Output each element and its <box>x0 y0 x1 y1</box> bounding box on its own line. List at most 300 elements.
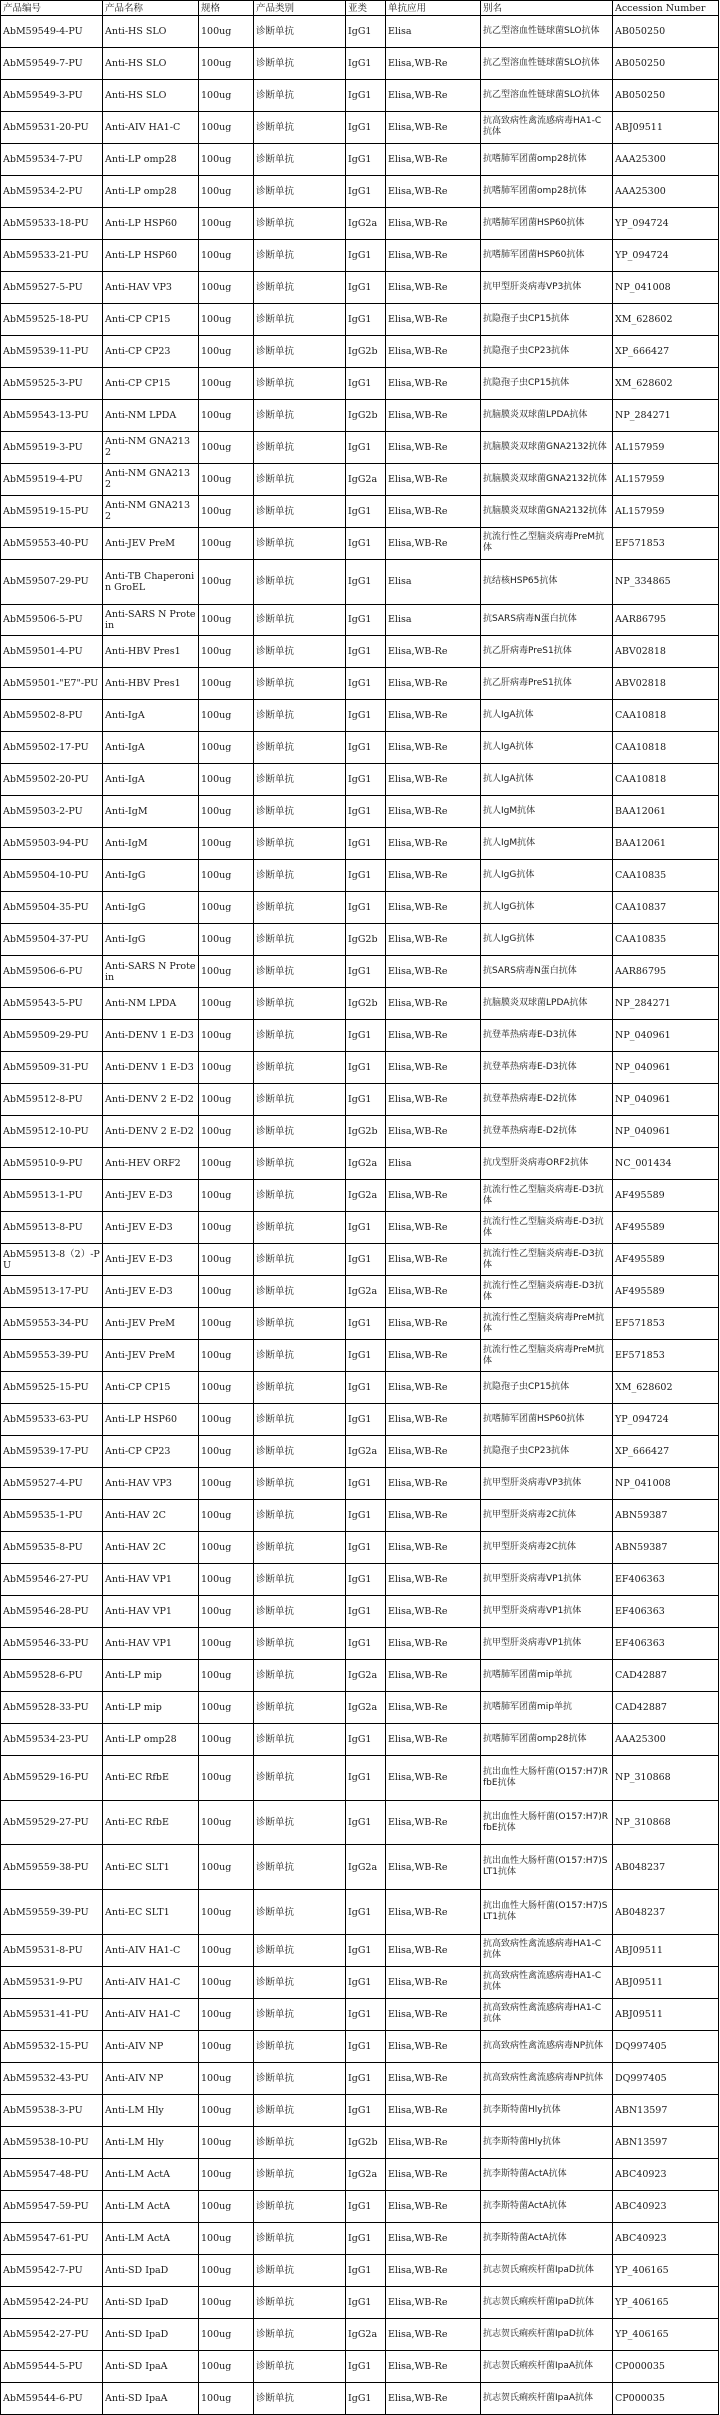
accession-cell: AB050250 <box>613 47 719 79</box>
spec-cell: 100ug <box>199 1966 254 1998</box>
subclass-cell: IgG1 <box>346 2062 386 2094</box>
accession-cell: ABC40923 <box>613 2222 719 2254</box>
spec-cell: 100ug <box>199 1845 254 1890</box>
table-body <box>1 16 719 2415</box>
spec-cell: 100ug <box>199 303 254 335</box>
product-name-cell: Anti-AIV HA1-C <box>103 1935 199 1967</box>
product-name-cell: Anti-LM ActA <box>103 2222 199 2254</box>
category-cell: 诊断单抗 <box>254 1564 346 1596</box>
subclass-cell: IgG1 <box>346 1532 386 1564</box>
alias-cell: 抗嗜肺军团菌omp28抗体 <box>481 175 613 207</box>
product-name-cell: Anti-SD IpaD <box>103 2286 199 2318</box>
alias-cell: 抗嗜肺军团菌HSP60抗体 <box>481 1404 613 1436</box>
alias-cell: 抗脑膜炎双球菌LPDA抗体 <box>481 399 613 431</box>
product-name-cell: Anti-EC SLT1 <box>103 1845 199 1890</box>
spec-cell: 100ug <box>199 1755 254 1800</box>
product-id-cell: AbM59534-2-PU <box>1 175 103 207</box>
alias-cell: 抗嗜肺军团菌omp28抗体 <box>481 143 613 175</box>
category-cell: 诊断单抗 <box>254 700 346 732</box>
spec-cell: 100ug <box>199 892 254 924</box>
product-id-cell: AbM59512-8-PU <box>1 1084 103 1116</box>
spec-cell: 100ug <box>199 1308 254 1340</box>
accession-cell: BAA12061 <box>613 828 719 860</box>
spec-cell: 100ug <box>199 860 254 892</box>
accession-cell: ABC40923 <box>613 2158 719 2190</box>
accession-cell: CAA10837 <box>613 892 719 924</box>
application-cell: Elisa,WB-Re <box>386 1659 481 1691</box>
product-id-cell: AbM59535-8-PU <box>1 1532 103 1564</box>
alias-cell: 抗甲型肝炎病毒2C抗体 <box>481 1532 613 1564</box>
category-cell: 诊断单抗 <box>254 207 346 239</box>
table-row <box>1 668 719 700</box>
subclass-cell: IgG1 <box>346 1052 386 1084</box>
application-cell: Elisa,WB-Re <box>386 239 481 271</box>
product-name-cell: Anti-SD IpaD <box>103 2254 199 2286</box>
table-row <box>1 636 719 668</box>
category-cell: 诊断单抗 <box>254 1723 346 1755</box>
application-cell: Elisa,WB-Re <box>386 2286 481 2318</box>
alias-cell: 抗隐孢子虫CP23抗体 <box>481 335 613 367</box>
product-id-cell: AbM59513-1-PU <box>1 1180 103 1212</box>
table-row <box>1 1308 719 1340</box>
application-cell: Elisa,WB-Re <box>386 1276 481 1308</box>
product-name-cell: Anti-DENV 2 E-D2 <box>103 1116 199 1148</box>
alias-cell: 抗高致病性禽流感病毒HA1-C抗体 <box>481 1966 613 1998</box>
product-id-cell: AbM59531-41-PU <box>1 1998 103 2030</box>
spec-cell: 100ug <box>199 1116 254 1148</box>
spec-cell: 100ug <box>199 431 254 463</box>
spec-cell: 100ug <box>199 1372 254 1404</box>
category-cell: 诊断单抗 <box>254 892 346 924</box>
accession-cell: ABJ09511 <box>613 1935 719 1967</box>
subclass-cell: IgG1 <box>346 79 386 111</box>
subclass-cell: IgG1 <box>346 860 386 892</box>
product-id-cell: AbM59535-1-PU <box>1 1500 103 1532</box>
product-id-cell: AbM59546-27-PU <box>1 1564 103 1596</box>
application-cell: Elisa,WB-Re <box>386 1628 481 1660</box>
spec-cell: 100ug <box>199 2382 254 2414</box>
subclass-cell: IgG1 <box>346 1596 386 1628</box>
product-name-cell: Anti-HAV VP1 <box>103 1596 199 1628</box>
product-id-cell: AbM59547-48-PU <box>1 2158 103 2190</box>
subclass-cell: IgG1 <box>346 47 386 79</box>
product-name-cell: Anti-JEV PreM <box>103 1308 199 1340</box>
header-product-name: 产品名称 <box>103 1 199 16</box>
application-cell: Elisa,WB-Re <box>386 2030 481 2062</box>
alias-cell: 抗流行性乙型脑炎病毒E-D3抗体 <box>481 1276 613 1308</box>
category-cell: 诊断单抗 <box>254 2382 346 2414</box>
spec-cell: 100ug <box>199 764 254 796</box>
product-id-cell: AbM59544-6-PU <box>1 2382 103 2414</box>
product-id-cell: AbM59525-18-PU <box>1 303 103 335</box>
category-cell: 诊断单抗 <box>254 1532 346 1564</box>
alias-cell: 抗SARS病毒N蛋白抗体 <box>481 604 613 636</box>
spec-cell: 100ug <box>199 2062 254 2094</box>
application-cell: Elisa,WB-Re <box>386 1564 481 1596</box>
alias-cell: 抗乙肝病毒PreS1抗体 <box>481 668 613 700</box>
category-cell: 诊断单抗 <box>254 924 346 956</box>
category-cell: 诊断单抗 <box>254 732 346 764</box>
product-id-cell: AbM59509-29-PU <box>1 1020 103 1052</box>
category-cell: 诊断单抗 <box>254 335 346 367</box>
product-name-cell: Anti-DENV 1 E-D3 <box>103 1020 199 1052</box>
alias-cell: 抗流行性乙型脑炎病毒E-D3抗体 <box>481 1180 613 1212</box>
product-name-cell: Anti-HEV ORF2 <box>103 1148 199 1180</box>
accession-cell: AAA25300 <box>613 1723 719 1755</box>
product-name-cell: Anti-EC RfbE <box>103 1755 199 1800</box>
spec-cell: 100ug <box>199 1212 254 1244</box>
spec-cell: 100ug <box>199 559 254 604</box>
accession-cell: AL157959 <box>613 495 719 527</box>
application-cell: Elisa,WB-Re <box>386 988 481 1020</box>
category-cell: 诊断单抗 <box>254 111 346 143</box>
category-cell: 诊断单抗 <box>254 2126 346 2158</box>
table-row <box>1 495 719 527</box>
alias-cell: 抗登革热病毒E-D3抗体 <box>481 1020 613 1052</box>
accession-cell: YP_094724 <box>613 1404 719 1436</box>
application-cell: Elisa,WB-Re <box>386 303 481 335</box>
accession-cell: ABV02818 <box>613 636 719 668</box>
accession-cell: CAA10818 <box>613 732 719 764</box>
product-id-cell: AbM59553-39-PU <box>1 1340 103 1372</box>
accession-cell: AAR86795 <box>613 604 719 636</box>
table-row <box>1 988 719 1020</box>
subclass-cell: IgG1 <box>346 1966 386 1998</box>
subclass-cell: IgG1 <box>346 1020 386 1052</box>
product-name-cell: Anti-IgA <box>103 764 199 796</box>
subclass-cell: IgG1 <box>346 732 386 764</box>
spec-cell: 100ug <box>199 1890 254 1935</box>
subclass-cell: IgG2b <box>346 924 386 956</box>
product-name-cell: Anti-HBV Pres1 <box>103 636 199 668</box>
category-cell: 诊断单抗 <box>254 2158 346 2190</box>
subclass-cell: IgG1 <box>346 111 386 143</box>
product-id-cell: AbM59507-29-PU <box>1 559 103 604</box>
table-row <box>1 1468 719 1500</box>
product-name-cell: Anti-LP HSP60 <box>103 1404 199 1436</box>
alias-cell: 抗志贺氏痢疾杆菌IpaD抗体 <box>481 2318 613 2350</box>
alias-cell: 抗流行性乙型脑炎病毒E-D3抗体 <box>481 1212 613 1244</box>
table-row <box>1 79 719 111</box>
accession-cell: AAA25300 <box>613 175 719 207</box>
category-cell: 诊断单抗 <box>254 1180 346 1212</box>
alias-cell: 抗李斯特菌Hly抗体 <box>481 2094 613 2126</box>
subclass-cell: IgG1 <box>346 1084 386 1116</box>
category-cell: 诊断单抗 <box>254 143 346 175</box>
category-cell: 诊断单抗 <box>254 1148 346 1180</box>
application-cell: Elisa,WB-Re <box>386 828 481 860</box>
spec-cell: 100ug <box>199 1052 254 1084</box>
category-cell: 诊断单抗 <box>254 860 346 892</box>
spec-cell: 100ug <box>199 1244 254 1276</box>
accession-cell: ABN59387 <box>613 1500 719 1532</box>
accession-cell: NP_310868 <box>613 1800 719 1845</box>
application-cell: Elisa,WB-Re <box>386 463 481 495</box>
product-id-cell: AbM59543-13-PU <box>1 399 103 431</box>
category-cell: 诊断单抗 <box>254 303 346 335</box>
product-name-cell: Anti-EC SLT1 <box>103 1890 199 1935</box>
alias-cell: 抗甲型肝炎病毒VP3抗体 <box>481 1468 613 1500</box>
product-id-cell: AbM59512-10-PU <box>1 1116 103 1148</box>
category-cell: 诊断单抗 <box>254 1372 346 1404</box>
spec-cell: 100ug <box>199 1436 254 1468</box>
subclass-cell: IgG1 <box>346 828 386 860</box>
alias-cell: 抗志贺氏痢疾杆菌IpaD抗体 <box>481 2286 613 2318</box>
accession-cell: YP_094724 <box>613 239 719 271</box>
application-cell: Elisa,WB-Re <box>386 924 481 956</box>
table-row <box>1 764 719 796</box>
alias-cell: 抗脑膜炎双球菌GNA2132抗体 <box>481 495 613 527</box>
subclass-cell: IgG2a <box>346 463 386 495</box>
application-cell: Elisa,WB-Re <box>386 1723 481 1755</box>
spec-cell: 100ug <box>199 463 254 495</box>
accession-cell: CP000035 <box>613 2350 719 2382</box>
accession-cell: AL157959 <box>613 463 719 495</box>
subclass-cell: IgG1 <box>346 175 386 207</box>
product-id-cell: AbM59549-7-PU <box>1 47 103 79</box>
header-subclass: 亚类 <box>346 1 386 16</box>
spec-cell: 100ug <box>199 1468 254 1500</box>
subclass-cell: IgG2a <box>346 2158 386 2190</box>
table-row <box>1 1052 719 1084</box>
alias-cell: 抗甲型肝炎病毒VP1抗体 <box>481 1596 613 1628</box>
subclass-cell: IgG1 <box>346 764 386 796</box>
subclass-cell: IgG2a <box>346 1436 386 1468</box>
product-id-cell: AbM59542-24-PU <box>1 2286 103 2318</box>
product-name-cell: Anti-LP HSP60 <box>103 239 199 271</box>
product-id-cell: AbM59533-21-PU <box>1 239 103 271</box>
table-row <box>1 463 719 495</box>
accession-cell: NP_040961 <box>613 1020 719 1052</box>
product-name-cell: Anti-SARS N Protein <box>103 956 199 988</box>
category-cell: 诊断单抗 <box>254 1800 346 1845</box>
table-row <box>1 335 719 367</box>
category-cell: 诊断单抗 <box>254 1404 346 1436</box>
table-row <box>1 2190 719 2222</box>
application-cell: Elisa,WB-Re <box>386 1212 481 1244</box>
application-cell: Elisa,WB-Re <box>386 2062 481 2094</box>
alias-cell: 抗人IgG抗体 <box>481 924 613 956</box>
subclass-cell: IgG1 <box>346 16 386 48</box>
accession-cell: NP_040961 <box>613 1084 719 1116</box>
subclass-cell: IgG1 <box>346 2030 386 2062</box>
product-name-cell: Anti-IgG <box>103 860 199 892</box>
spec-cell: 100ug <box>199 2222 254 2254</box>
spec-cell: 100ug <box>199 175 254 207</box>
application-cell: Elisa,WB-Re <box>386 335 481 367</box>
product-id-cell: AbM59501-"E7"-PU <box>1 668 103 700</box>
product-id-cell: AbM59553-34-PU <box>1 1308 103 1340</box>
spec-cell: 100ug <box>199 636 254 668</box>
application-cell: Elisa,WB-Re <box>386 1596 481 1628</box>
spec-cell: 100ug <box>199 796 254 828</box>
table-row <box>1 559 719 604</box>
subclass-cell: IgG1 <box>346 2382 386 2414</box>
table-row <box>1 1212 719 1244</box>
alias-cell: 抗出血性大肠杆菌(O157:H7)SLT1抗体 <box>481 1890 613 1935</box>
product-name-cell: Anti-SARS N Protein <box>103 604 199 636</box>
product-name-cell: Anti-SD IpaD <box>103 2318 199 2350</box>
spec-cell: 100ug <box>199 1532 254 1564</box>
product-id-cell: AbM59538-10-PU <box>1 2126 103 2158</box>
accession-cell: EF571853 <box>613 1340 719 1372</box>
category-cell: 诊断单抗 <box>254 559 346 604</box>
application-cell: Elisa,WB-Re <box>386 111 481 143</box>
product-name-cell: Anti-LP mip <box>103 1691 199 1723</box>
subclass-cell: IgG2b <box>346 988 386 1020</box>
application-cell: Elisa,WB-Re <box>386 1308 481 1340</box>
accession-cell: DQ997405 <box>613 2062 719 2094</box>
product-id-cell: AbM59546-33-PU <box>1 1628 103 1660</box>
product-name-cell: Anti-HAV VP1 <box>103 1628 199 1660</box>
subclass-cell: IgG1 <box>346 700 386 732</box>
category-cell: 诊断单抗 <box>254 271 346 303</box>
header-alias: 别名 <box>481 1 613 16</box>
application-cell: Elisa,WB-Re <box>386 1116 481 1148</box>
application-cell: Elisa,WB-Re <box>386 956 481 988</box>
product-id-cell: AbM59559-39-PU <box>1 1890 103 1935</box>
alias-cell: 抗志贺氏痢疾杆菌IpaA抗体 <box>481 2382 613 2414</box>
subclass-cell: IgG2b <box>346 335 386 367</box>
accession-cell: EF406363 <box>613 1596 719 1628</box>
product-id-cell: AbM59547-61-PU <box>1 2222 103 2254</box>
subclass-cell: IgG2b <box>346 399 386 431</box>
accession-cell: ABN13597 <box>613 2126 719 2158</box>
application-cell: Elisa,WB-Re <box>386 1755 481 1800</box>
accession-cell: AF495589 <box>613 1276 719 1308</box>
application-cell: Elisa,WB-Re <box>386 1340 481 1372</box>
alias-cell: 抗人IgM抗体 <box>481 796 613 828</box>
product-id-cell: AbM59549-4-PU <box>1 16 103 48</box>
accession-cell: DQ997405 <box>613 2030 719 2062</box>
product-name-cell: Anti-LM Hly <box>103 2126 199 2158</box>
table-row <box>1 1404 719 1436</box>
alias-cell: 抗流行性乙型脑炎病毒PreM抗体 <box>481 1340 613 1372</box>
subclass-cell: IgG1 <box>346 527 386 559</box>
category-cell: 诊断单抗 <box>254 2350 346 2382</box>
accession-cell: ABJ09511 <box>613 1966 719 1998</box>
product-id-cell: AbM59531-8-PU <box>1 1935 103 1967</box>
product-id-cell: AbM59529-16-PU <box>1 1755 103 1800</box>
category-cell: 诊断单抗 <box>254 2286 346 2318</box>
alias-cell: 抗戊型肝炎病毒ORF2抗体 <box>481 1148 613 1180</box>
accession-cell: XM_628602 <box>613 367 719 399</box>
product-id-cell: AbM59519-3-PU <box>1 431 103 463</box>
product-id-cell: AbM59528-6-PU <box>1 1659 103 1691</box>
table-row <box>1 1340 719 1372</box>
accession-cell: AAR86795 <box>613 956 719 988</box>
table-row <box>1 2030 719 2062</box>
product-name-cell: Anti-CP CP15 <box>103 1372 199 1404</box>
application-cell: Elisa,WB-Re <box>386 2126 481 2158</box>
alias-cell: 抗甲型肝炎病毒VP1抗体 <box>481 1564 613 1596</box>
product-id-cell: AbM59527-5-PU <box>1 271 103 303</box>
header-category: 产品类别 <box>254 1 346 16</box>
alias-cell: 抗嗜肺军团菌HSP60抗体 <box>481 207 613 239</box>
category-cell: 诊断单抗 <box>254 1845 346 1890</box>
spec-cell: 100ug <box>199 1935 254 1967</box>
subclass-cell: IgG1 <box>346 495 386 527</box>
product-id-cell: AbM59539-17-PU <box>1 1436 103 1468</box>
alias-cell: 抗志贺氏痢疾杆菌IpaD抗体 <box>481 2254 613 2286</box>
accession-cell: CAA10818 <box>613 764 719 796</box>
subclass-cell: IgG1 <box>346 1404 386 1436</box>
alias-cell: 抗脑膜炎双球菌GNA2132抗体 <box>481 463 613 495</box>
alias-cell: 抗流行性乙型脑炎病毒PreM抗体 <box>481 1308 613 1340</box>
accession-cell: NP_040961 <box>613 1116 719 1148</box>
spec-cell: 100ug <box>199 956 254 988</box>
product-name-cell: Anti-IgM <box>103 828 199 860</box>
category-cell: 诊断单抗 <box>254 1212 346 1244</box>
category-cell: 诊断单抗 <box>254 1308 346 1340</box>
spec-cell: 100ug <box>199 143 254 175</box>
table-row <box>1 1890 719 1935</box>
application-cell: Elisa,WB-Re <box>386 431 481 463</box>
application-cell: Elisa,WB-Re <box>386 2158 481 2190</box>
alias-cell: 抗登革热病毒E-D2抗体 <box>481 1116 613 1148</box>
table-row <box>1 2254 719 2286</box>
category-cell: 诊断单抗 <box>254 988 346 1020</box>
subclass-cell: IgG1 <box>346 1308 386 1340</box>
accession-cell: XP_666427 <box>613 335 719 367</box>
alias-cell: 抗高致病性禽流感病毒NP抗体 <box>481 2030 613 2062</box>
product-name-cell: Anti-DENV 2 E-D2 <box>103 1084 199 1116</box>
table-row <box>1 1691 719 1723</box>
table-row <box>1 1966 719 1998</box>
alias-cell: 抗登革热病毒E-D3抗体 <box>481 1052 613 1084</box>
accession-cell: YP_094724 <box>613 207 719 239</box>
application-cell: Elisa,WB-Re <box>386 2382 481 2414</box>
subclass-cell: IgG1 <box>346 1890 386 1935</box>
product-name-cell: Anti-IgG <box>103 924 199 956</box>
spec-cell: 100ug <box>199 1404 254 1436</box>
table-row <box>1 1723 719 1755</box>
spec-cell: 100ug <box>199 1998 254 2030</box>
alias-cell: 抗登革热病毒E-D2抗体 <box>481 1084 613 1116</box>
alias-cell: 抗人IgG抗体 <box>481 892 613 924</box>
category-cell: 诊断单抗 <box>254 1998 346 2030</box>
table-row <box>1 527 719 559</box>
product-id-cell: AbM59509-31-PU <box>1 1052 103 1084</box>
alias-cell: 抗人IgA抗体 <box>481 732 613 764</box>
product-name-cell: Anti-AIV NP <box>103 2062 199 2094</box>
table-row <box>1 271 719 303</box>
application-cell: Elisa,WB-Re <box>386 764 481 796</box>
table-row <box>1 1755 719 1800</box>
product-id-cell: AbM59542-7-PU <box>1 2254 103 2286</box>
product-id-cell: AbM59501-4-PU <box>1 636 103 668</box>
category-cell: 诊断单抗 <box>254 431 346 463</box>
category-cell: 诊断单抗 <box>254 2094 346 2126</box>
category-cell: 诊断单抗 <box>254 636 346 668</box>
category-cell: 诊断单抗 <box>254 828 346 860</box>
application-cell: Elisa,WB-Re <box>386 1404 481 1436</box>
subclass-cell: IgG1 <box>346 1800 386 1845</box>
application-cell: Elisa,WB-Re <box>386 175 481 207</box>
table-row <box>1 1500 719 1532</box>
accession-cell: ABJ09511 <box>613 111 719 143</box>
spec-cell: 100ug <box>199 2254 254 2286</box>
application-cell: Elisa,WB-Re <box>386 1372 481 1404</box>
application-cell: Elisa,WB-Re <box>386 636 481 668</box>
header-product-id: 产品编号 <box>1 1 103 16</box>
spec-cell: 100ug <box>199 1180 254 1212</box>
product-name-cell: Anti-SD IpaA <box>103 2350 199 2382</box>
application-cell: Elisa,WB-Re <box>386 1966 481 1998</box>
product-id-cell: AbM59534-7-PU <box>1 143 103 175</box>
product-id-cell: AbM59525-15-PU <box>1 1372 103 1404</box>
table-row <box>1 2318 719 2350</box>
